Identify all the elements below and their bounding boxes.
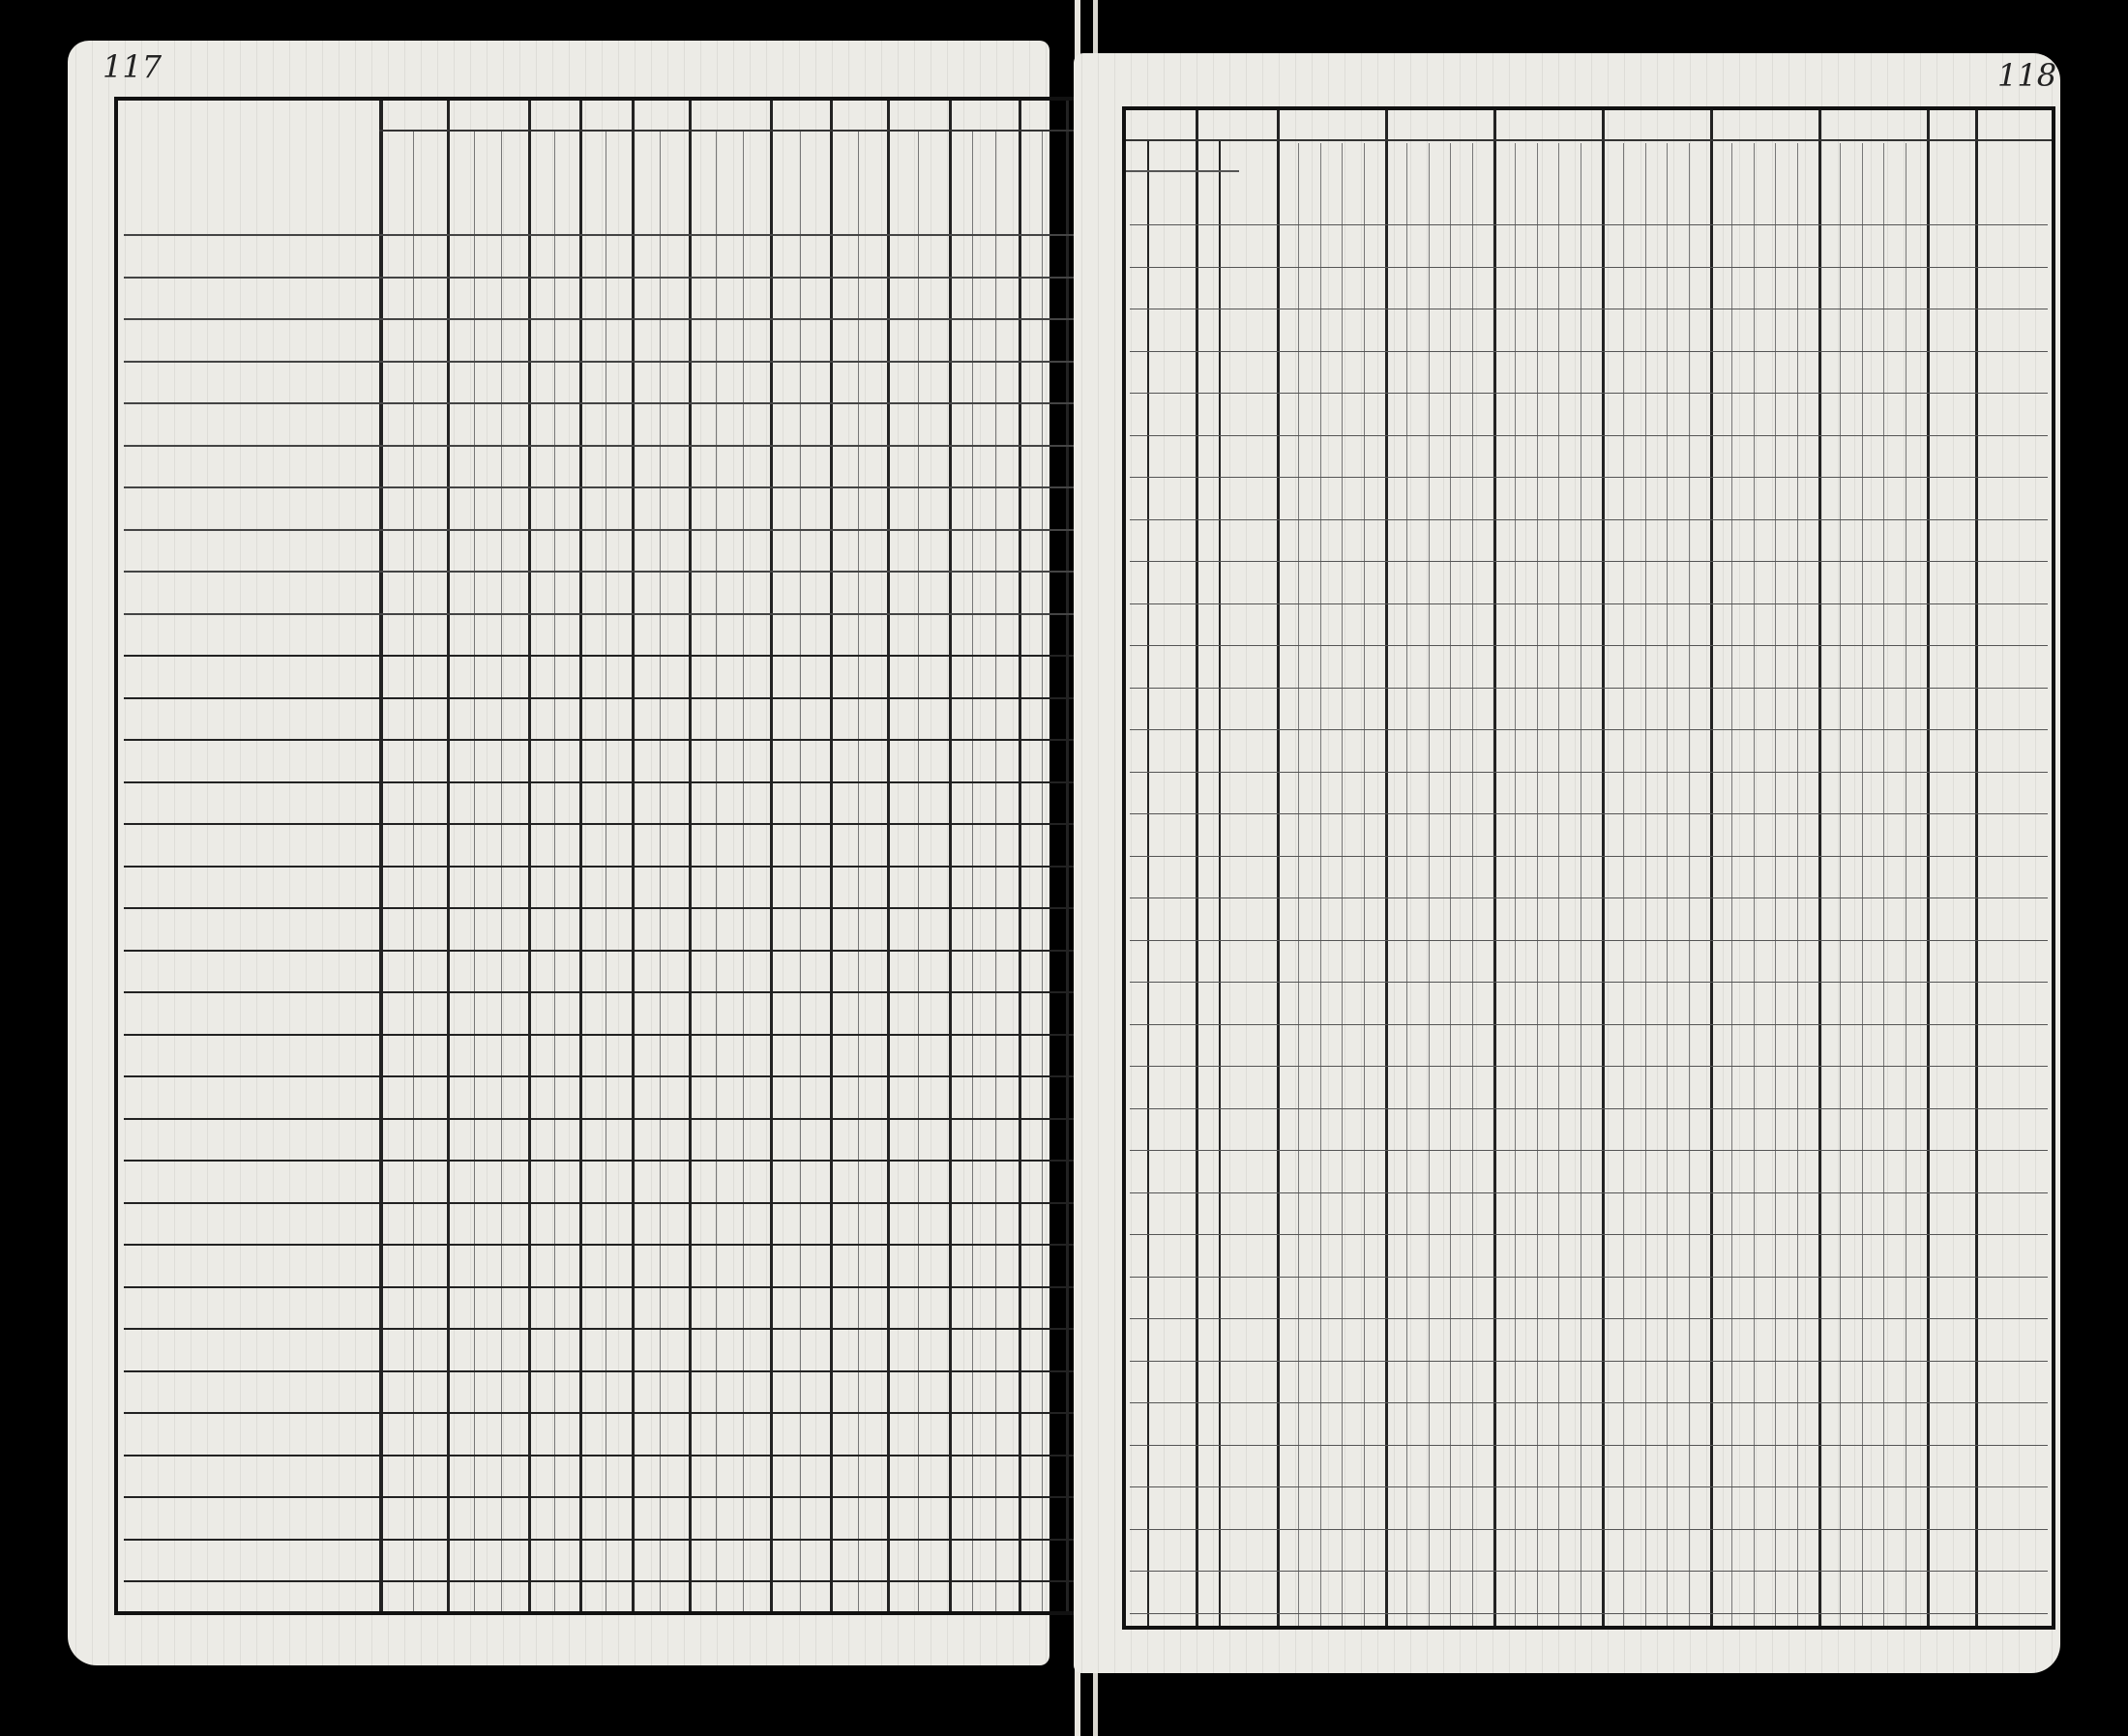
row-rule (124, 402, 1111, 404)
row-rule (124, 1160, 1111, 1162)
year-subdivider (1298, 143, 1299, 1626)
column-divider (1493, 110, 1496, 1626)
left-page (68, 41, 1049, 1665)
year-subdivider (1731, 143, 1732, 1626)
row-rule (124, 1580, 1111, 1582)
year-subdivider (1689, 143, 1690, 1626)
row-rule (1130, 393, 2048, 394)
row-rule (124, 318, 1111, 320)
row-rule (1130, 224, 2048, 225)
column-divider (1019, 101, 1021, 1611)
row-rule (1130, 940, 2048, 941)
subcolumn-divider (743, 130, 744, 1611)
row-rule (1130, 1192, 2048, 1193)
year-subdivider (1450, 143, 1451, 1626)
paper-streak (75, 41, 76, 1665)
row-rule (124, 445, 1111, 447)
subcolumn-divider (413, 130, 414, 1611)
row-rule (1130, 897, 2048, 898)
column-divider (887, 101, 890, 1611)
row-rule (1130, 688, 2048, 689)
subcolumn-divider (501, 130, 502, 1611)
subcolumn-divider (474, 130, 475, 1611)
row-rule (124, 1244, 1111, 1246)
paper-streak (1081, 53, 1082, 1673)
subcolumn-divider (660, 130, 661, 1611)
year-subdivider (1840, 143, 1841, 1626)
page-number-left: 117 (103, 48, 163, 85)
column-divider (528, 101, 531, 1611)
header-rule-2 (1126, 170, 1239, 172)
year-subdivider (1797, 143, 1798, 1626)
row-rule (124, 613, 1111, 615)
row-rule (1130, 435, 2048, 436)
column-divider (1710, 110, 1713, 1626)
row-rule (1130, 1277, 2048, 1278)
year-subdivider (1320, 143, 1321, 1626)
year-subdivider (1429, 143, 1430, 1626)
row-rule (1130, 561, 2048, 562)
row-rule (1130, 477, 2048, 478)
column-divider (1385, 110, 1388, 1626)
row-rule (124, 277, 1111, 279)
row-rule (1130, 1361, 2048, 1362)
row-rule (124, 1455, 1111, 1456)
row-rule (1130, 1318, 2048, 1319)
row-rule (1130, 982, 2048, 983)
right-page (1074, 53, 2060, 1673)
row-rule (124, 529, 1111, 531)
row-rule (1130, 1066, 2048, 1067)
column-divider (689, 101, 692, 1611)
year-subdivider (1862, 143, 1863, 1626)
row-rule (124, 950, 1111, 952)
year-subdivider (1515, 143, 1516, 1626)
row-rule (124, 1075, 1111, 1077)
year-subdivider (1754, 143, 1755, 1626)
row-rule (124, 1286, 1111, 1288)
left-register-table (114, 97, 1115, 1615)
row-rule (1130, 1234, 2048, 1235)
row-rule (1130, 772, 2048, 773)
row-rule (1130, 267, 2048, 268)
row-rule (1130, 645, 2048, 646)
header-top-rule (379, 130, 1111, 132)
row-rule (124, 1539, 1111, 1541)
column-divider (1066, 101, 1069, 1611)
column-divider (770, 101, 773, 1611)
row-rule (124, 739, 1111, 741)
row-rule (124, 866, 1111, 868)
row-rule (1130, 351, 2048, 352)
column-divider (1196, 110, 1198, 1626)
row-rule (124, 1370, 1111, 1372)
year-subdivider (1342, 143, 1343, 1626)
year-subdivider (1472, 143, 1473, 1626)
year-subdivider (1537, 143, 1538, 1626)
subcolumn-divider (554, 130, 555, 1611)
year-subdivider (1406, 143, 1407, 1626)
column-divider (830, 101, 833, 1611)
subcolumn-divider (800, 130, 801, 1611)
row-rule (1130, 856, 2048, 857)
subcolumn-divider (858, 130, 859, 1611)
row-rule (1130, 603, 2048, 604)
row-rule (1130, 1529, 2048, 1530)
paper-streak (92, 41, 93, 1665)
subcolumn-divider (1042, 130, 1043, 1611)
year-subdivider (1623, 143, 1624, 1626)
row-rule (1130, 1613, 2048, 1614)
row-rule (1130, 1571, 2048, 1572)
subcolumn-divider (995, 130, 996, 1611)
row-rule (1130, 1108, 2048, 1109)
paper-streak (108, 41, 109, 1665)
column-divider (579, 101, 582, 1611)
page-number-right: 118 (1997, 57, 2057, 94)
row-rule (1130, 813, 2048, 814)
row-rule (124, 655, 1111, 657)
row-rule (124, 361, 1111, 363)
row-rule (124, 1202, 1111, 1204)
column-divider (379, 101, 383, 1611)
year-subdivider (1364, 143, 1365, 1626)
row-rule (124, 571, 1111, 573)
column-divider (1277, 110, 1280, 1626)
column-divider (949, 101, 952, 1611)
year-subdivider (1645, 143, 1646, 1626)
row-rule (124, 991, 1111, 993)
row-rule (124, 234, 1111, 236)
column-divider (1927, 110, 1930, 1626)
year-subdivider (1667, 143, 1668, 1626)
column-divider (447, 101, 450, 1611)
row-rule (124, 1034, 1111, 1036)
row-rule (1130, 1445, 2048, 1446)
row-rule (1130, 1150, 2048, 1151)
year-subdivider (1883, 143, 1884, 1626)
row-rule (1130, 519, 2048, 520)
row-rule (124, 907, 1111, 909)
row-rule (1130, 1402, 2048, 1403)
right-register-table (1122, 106, 2055, 1630)
row-rule (124, 1118, 1111, 1120)
row-rule (1130, 1024, 2048, 1025)
column-divider (632, 101, 635, 1611)
column-divider (1602, 110, 1605, 1626)
row-rule (124, 1412, 1111, 1414)
year-subdivider (1775, 143, 1776, 1626)
paper-streak (1114, 53, 1115, 1673)
subcolumn-divider (972, 130, 973, 1611)
paper-streak (1098, 53, 1099, 1673)
row-rule (1130, 729, 2048, 730)
subcolumn-divider (716, 130, 717, 1611)
header-rule (1126, 139, 2052, 141)
row-rule (124, 486, 1111, 488)
row-rule (124, 1328, 1111, 1330)
column-divider (1818, 110, 1821, 1626)
subcolumn-divider (918, 130, 919, 1611)
row-rule (124, 823, 1111, 825)
year-subdivider (1558, 143, 1559, 1626)
row-rule (1130, 1486, 2048, 1487)
column-divider (1975, 110, 1978, 1626)
row-rule (124, 781, 1111, 783)
row-rule (124, 697, 1111, 699)
row-rule (124, 1496, 1111, 1498)
